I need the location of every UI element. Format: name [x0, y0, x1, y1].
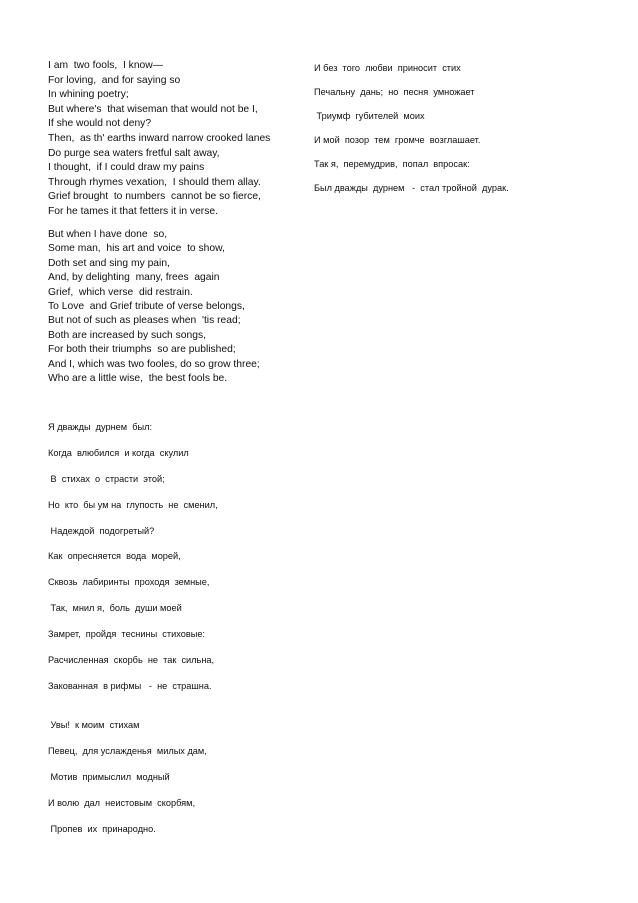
poem-line: But when I have done so,	[48, 229, 168, 240]
poem-line: Певец, для услажденья милых дам,	[48, 745, 207, 756]
poem-line: Grief, which verse did restrain.	[48, 286, 193, 298]
poem-line: Так, мнил я, боль души моей	[48, 603, 182, 614]
poem-line: Печальну дань; но песня умножает	[314, 87, 475, 97]
poem-line: Как опресняется вода морей,	[48, 551, 181, 562]
poem-line: Так я, перемудрив, попал впросак:	[314, 159, 470, 169]
poem-line: Сквозь лабиринты проходя земные,	[48, 577, 210, 588]
poem-line: Grief brought to numbers cannot be so fierce,	[48, 191, 261, 203]
russian-translation-block-2	[48, 718, 207, 847]
poem-line: Закованная в рифмы - не страшна.	[48, 680, 212, 691]
poem-line: Who are a little wise, the best fools be.	[48, 373, 228, 385]
poem-line: Расчисленная скорбь не так сильна,	[48, 655, 215, 666]
poem-line: Then, as th' earths inward narrow crooked lanes	[48, 132, 271, 144]
poem-line: In whining poetry;	[48, 89, 129, 101]
poem-line: Пропев их принародно.	[48, 823, 156, 834]
poem-line: For he tames it that fetters it in verse.	[48, 205, 218, 217]
poem-line: But where's that wiseman that would not be I,	[48, 103, 258, 115]
poem-line: To Love and Grief tribute of verse belongs,	[48, 301, 245, 313]
poem-line: For loving, and for saying so	[48, 74, 181, 86]
poem-line: And, by delighting many, frees again	[48, 272, 220, 284]
poem-line: В стихах о страсти этой;	[48, 473, 165, 484]
poem-line: Но кто бы ум на глупость не сменил,	[48, 499, 218, 510]
poem-line: Do purge sea waters fretful salt away,	[48, 147, 220, 159]
poem-line: Я дважды дурнем был:	[48, 422, 152, 432]
english-stanza-1	[48, 59, 270, 220]
poem-line: Был дважды дурнем - стал тройной дурак.	[314, 183, 509, 193]
poem-line: And I, which was two fooles, do so grow three;	[48, 358, 260, 370]
poem-line: If she would not deny?	[48, 118, 152, 130]
poem-line: Through rhymes vexation, I should them allay.	[48, 176, 261, 188]
poem-line: Когда влюбился и когда скулил	[48, 447, 189, 458]
poem-line: I thought, if I could draw my pains	[48, 162, 205, 174]
poem-line: Увы! к моим стихам	[48, 720, 140, 730]
poem-line: Надеждой подогретый?	[48, 525, 155, 536]
poem-line: Триумф губителей моих	[314, 111, 425, 121]
poem-line: Some man, his art and voice to show,	[48, 243, 225, 255]
poem-line: Both are increased by such songs,	[48, 329, 206, 341]
poem-line: И мой позор тем громче возглашает.	[314, 135, 481, 145]
english-stanza-2	[48, 228, 260, 386]
russian-translation-block-1	[48, 420, 218, 705]
poem-line: I am two fools, I know—	[48, 60, 164, 71]
poem-line: For both their triumphs so are published;	[48, 344, 236, 356]
poem-line: Doth set and sing my pain,	[48, 257, 170, 269]
poem-line: Замрет, пройдя теснины стиховые:	[48, 629, 205, 640]
poem-line: But not of such as pleases when 'tis read;	[48, 315, 241, 327]
poem-line: Мотив примыслил модный	[48, 771, 170, 782]
poem-line: И волю дал неистовым скорбям,	[48, 797, 196, 808]
poem-line: И без того любви приносит стих	[314, 63, 461, 73]
russian-translation-right-column	[314, 61, 509, 205]
